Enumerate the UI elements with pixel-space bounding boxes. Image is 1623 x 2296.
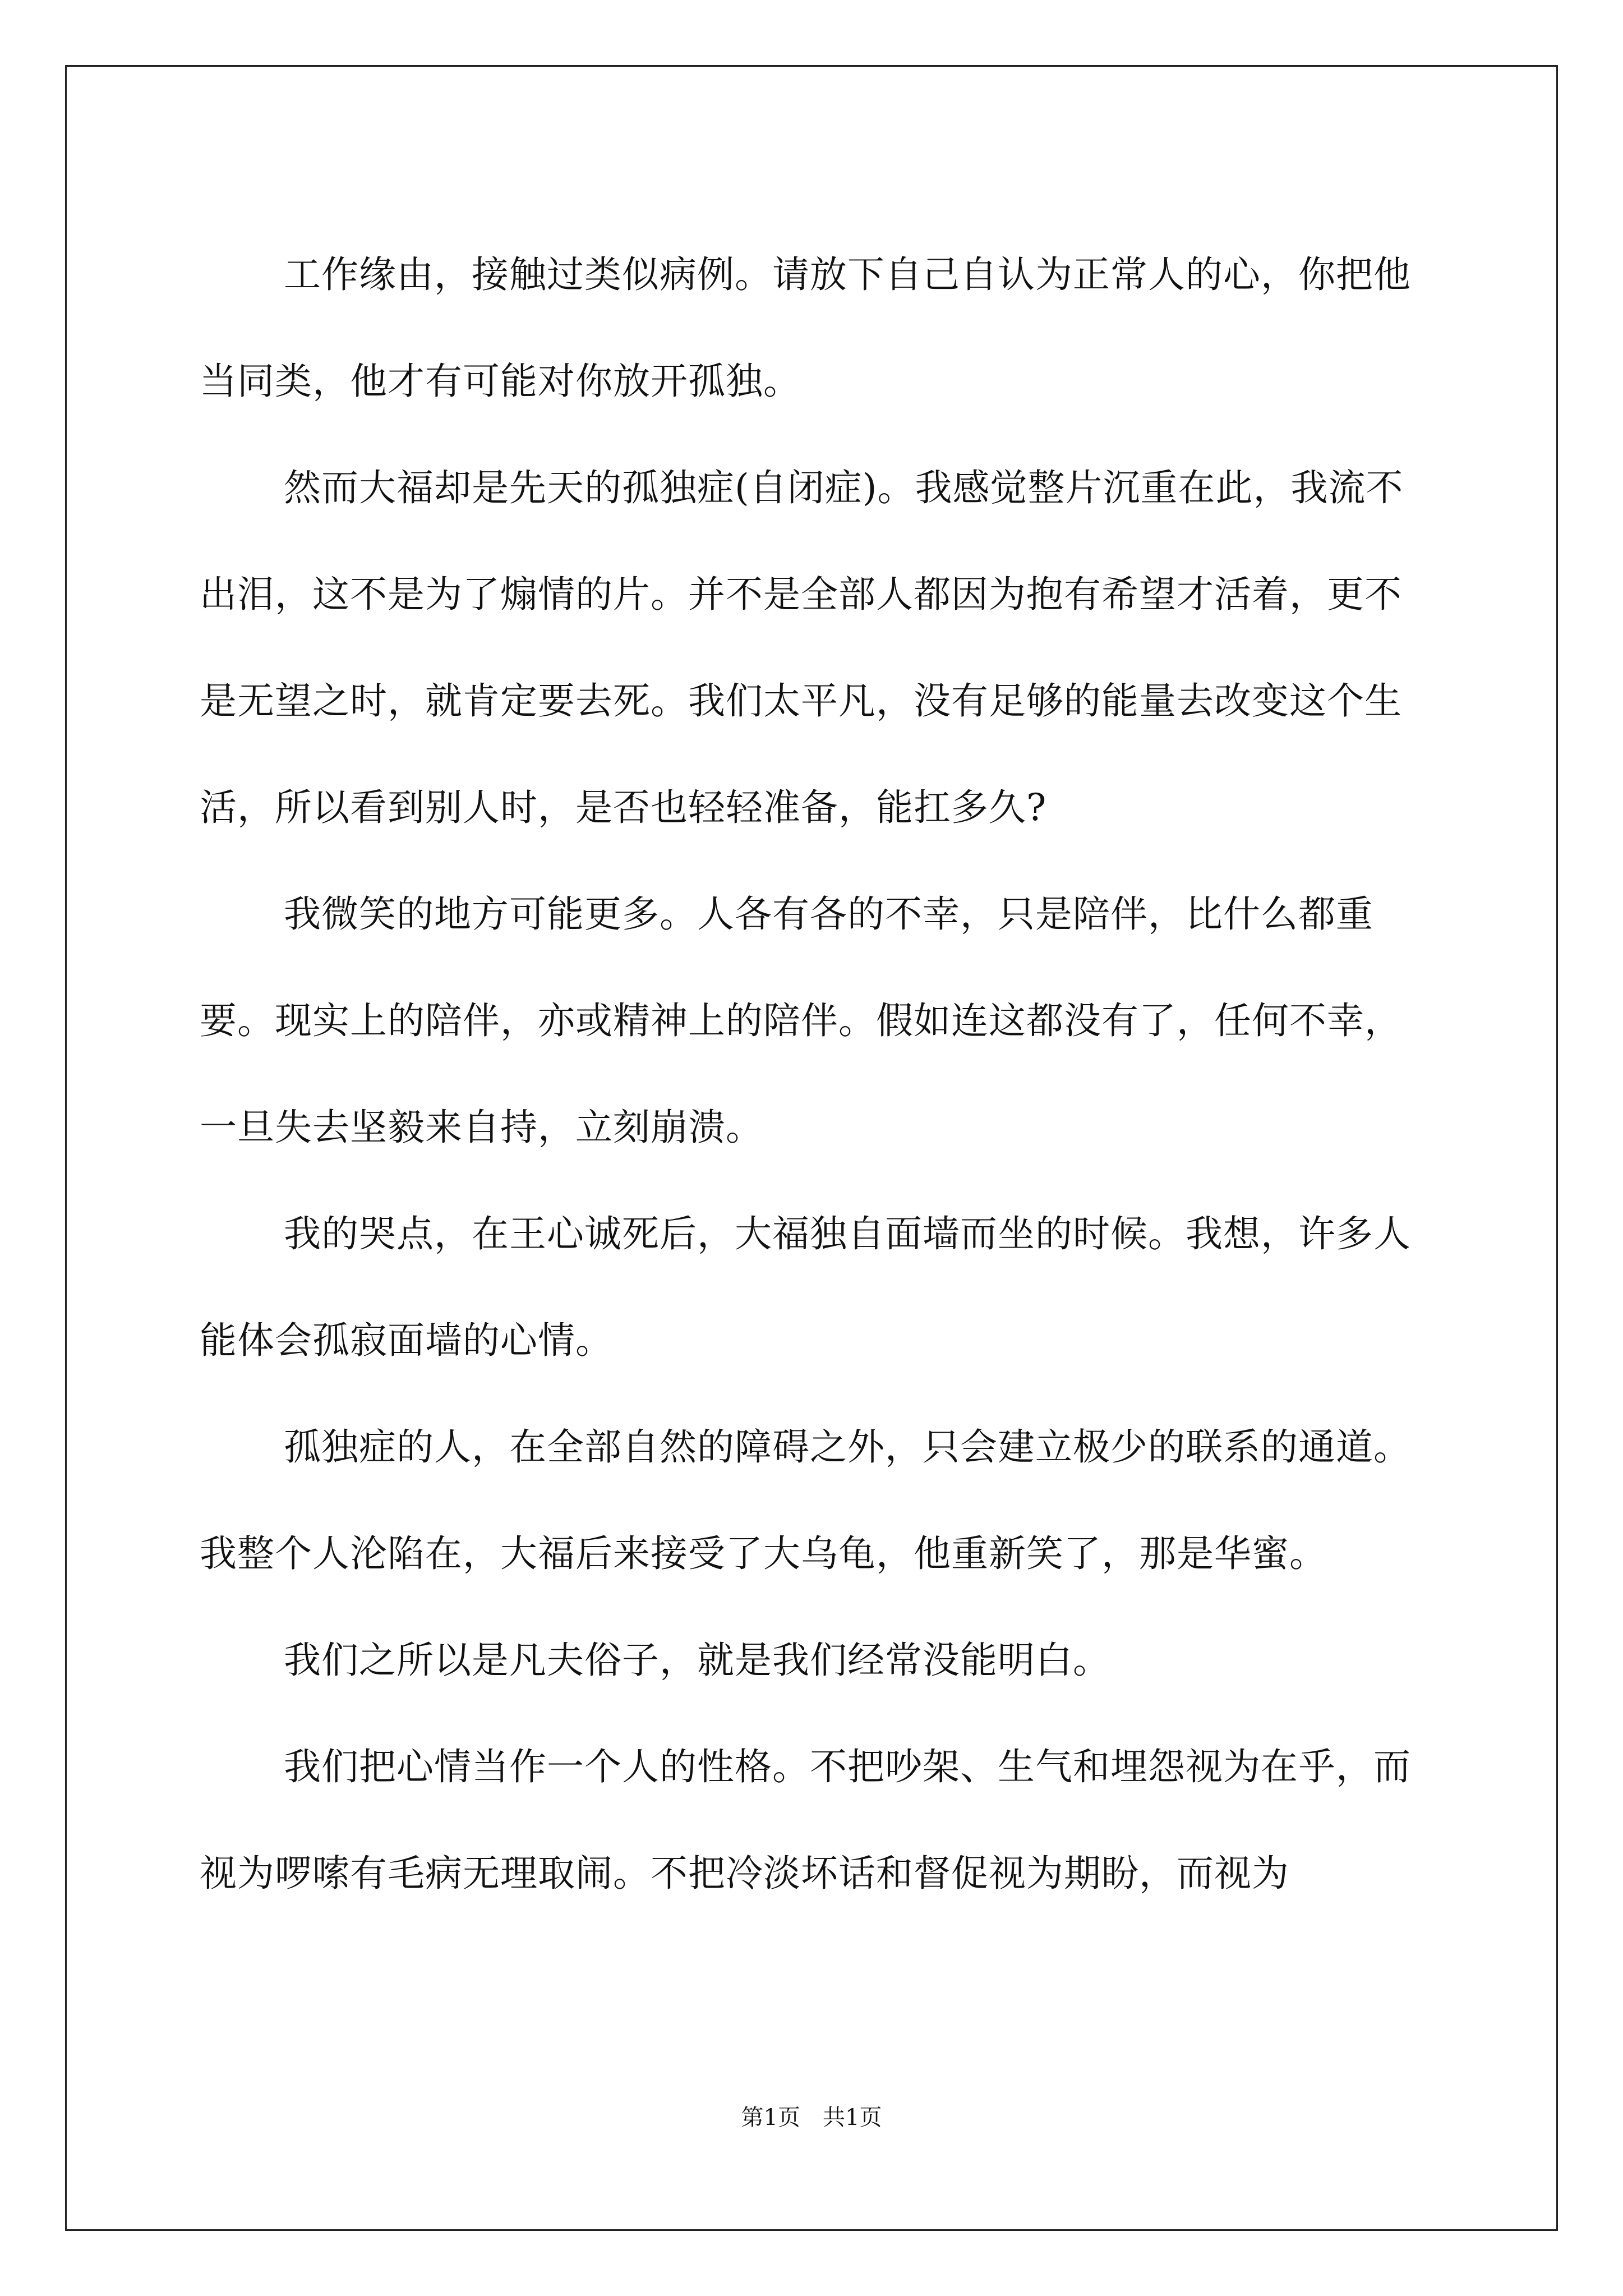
- document-body: [200, 222, 1433, 1927]
- paragraph: 我们之所以是凡夫俗子，就是我们经常没能明白。: [284, 1639, 1110, 1682]
- page-footer: 第1页 共1页: [741, 2105, 882, 2131]
- paragraph: 工作缘由，接触过类似病例。请放下自己自认为正常人的心，你把他当同类，他才有可能对你放开孤独。: [200, 253, 1411, 403]
- paragraph: 我的哭点，在王心诚死后，大福独自面墙而坐的时候。我想，许多人能体会孤寂面墙的心情。: [200, 1212, 1411, 1362]
- paragraph: 我微笑的地方可能更多。人各有各的不幸，只是陪伴，比什么都重要。现实上的陪伴，亦或精神上的陪伴。假如连这都没有了，任何不幸，一旦失去坚毅来自持，立刻崩溃。: [200, 892, 1402, 1149]
- paragraph: 我们把心情当作一个人的性格。不把吵架、生气和埋怨视为在乎，而视为啰嗦有毛病无理取闹。不把冷淡坏话和督促视为期盼，而视为: [200, 1745, 1411, 1895]
- paragraph: 孤独症的人，在全部自然的障碍之外，只会建立极少的联系的通道。我整个人沦陷在，大福后来接受了大乌龟，他重新笑了，那是华蜜。: [200, 1425, 1411, 1575]
- paragraph: 然而大福却是先天的孤独症(自闭症)。我感觉整片沉重在此，我流不出泪，这不是为了煽情的片。并不是全部人都因为抱有希望才活着，更不是无望之时，就肯定要去死。我们太平凡，没有足够的能量去改变这个生活，所以看到别人时，是否也轻轻准备，能扛多久?: [200, 466, 1404, 829]
